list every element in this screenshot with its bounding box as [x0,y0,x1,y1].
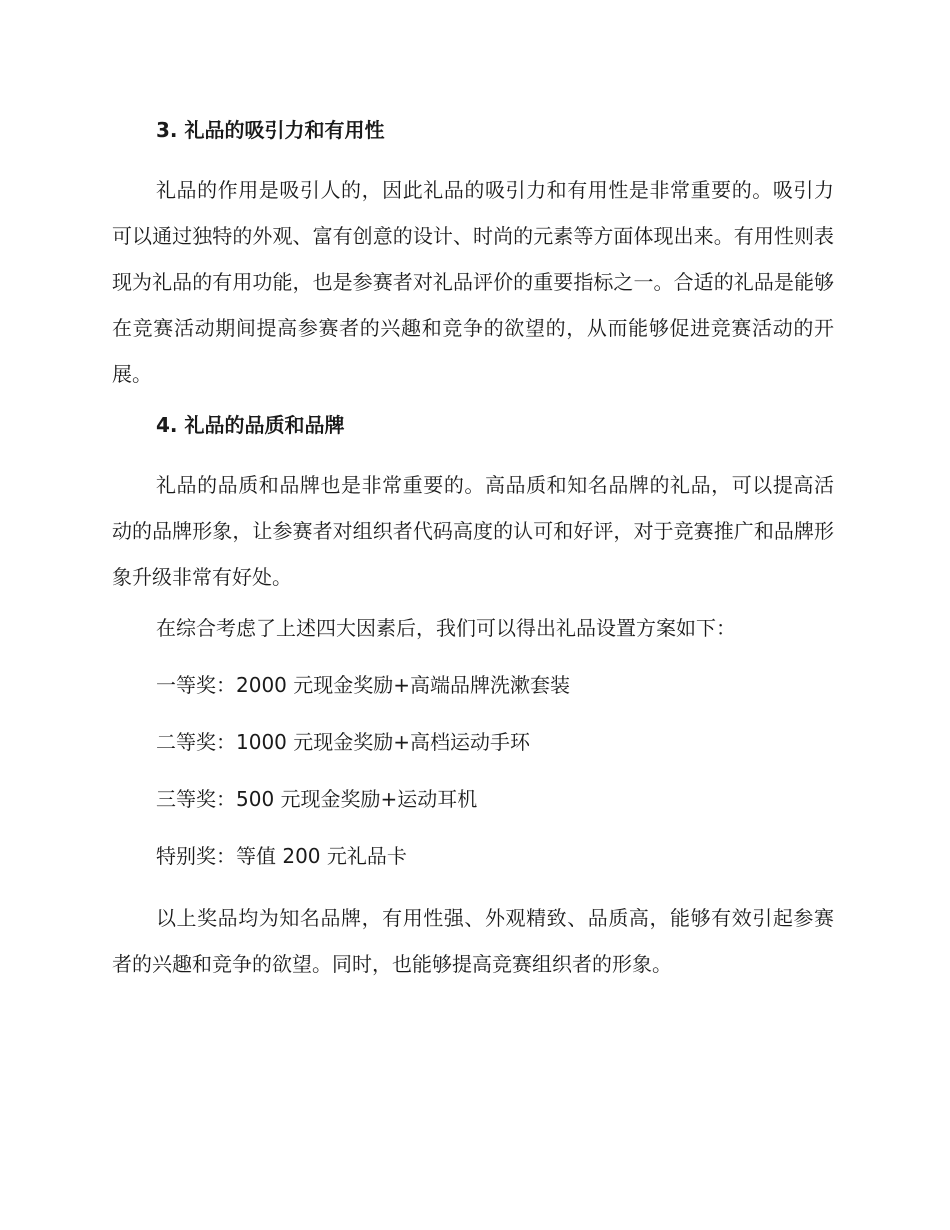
prize-second: 二等奖：1000 元现金奖励+高档运动手环 [156,730,531,754]
document-page [112,112,834,997]
prize-third: 三等奖：500 元现金奖励+运动耳机 [156,787,478,811]
section-3-heading: 3. 礼品的吸引力和有用性 [156,118,385,142]
prize-special: 特别奖：等值 200 元礼品卡 [156,844,407,868]
section-4-heading: 4. 礼品的品质和品牌 [156,413,345,437]
prize-first: 一等奖：2000 元现金奖励+高端品牌洗漱套装 [156,673,571,697]
conclusion-paragraph: 以上奖品均为知名品牌，有用性强、外观精致、品质高，能够有效引起参赛者的兴趣和竞争的欲望。同时，也能够提高竞赛组织者的形象。 [112,906,834,976]
section-3-body: 礼品的作用是吸引人的，因此礼品的吸引力和有用性是非常重要的。吸引力可以通过独特的外观、富有创意的设计、时尚的元素等方面体现出来。有用性则表现为礼品的有用功能，也是参赛者对礼品评价的重要指标之一。合适的礼品是能够在竞赛活动期间提高参赛者的兴趣和竞争的欲望的，从而能够促进竞赛活动的开展。 [112,178,834,386]
section-4-body: 礼品的品质和品牌也是非常重要的。高品质和知名品牌的礼品，可以提高活动的品牌形象，让参赛者对组织者代码高度的认可和好评，对于竞赛推广和品牌形象升级非常有好处。 [112,473,834,589]
summary-intro: 在综合考虑了上述四大因素后，我们可以得出礼品设置方案如下： [156,616,736,640]
